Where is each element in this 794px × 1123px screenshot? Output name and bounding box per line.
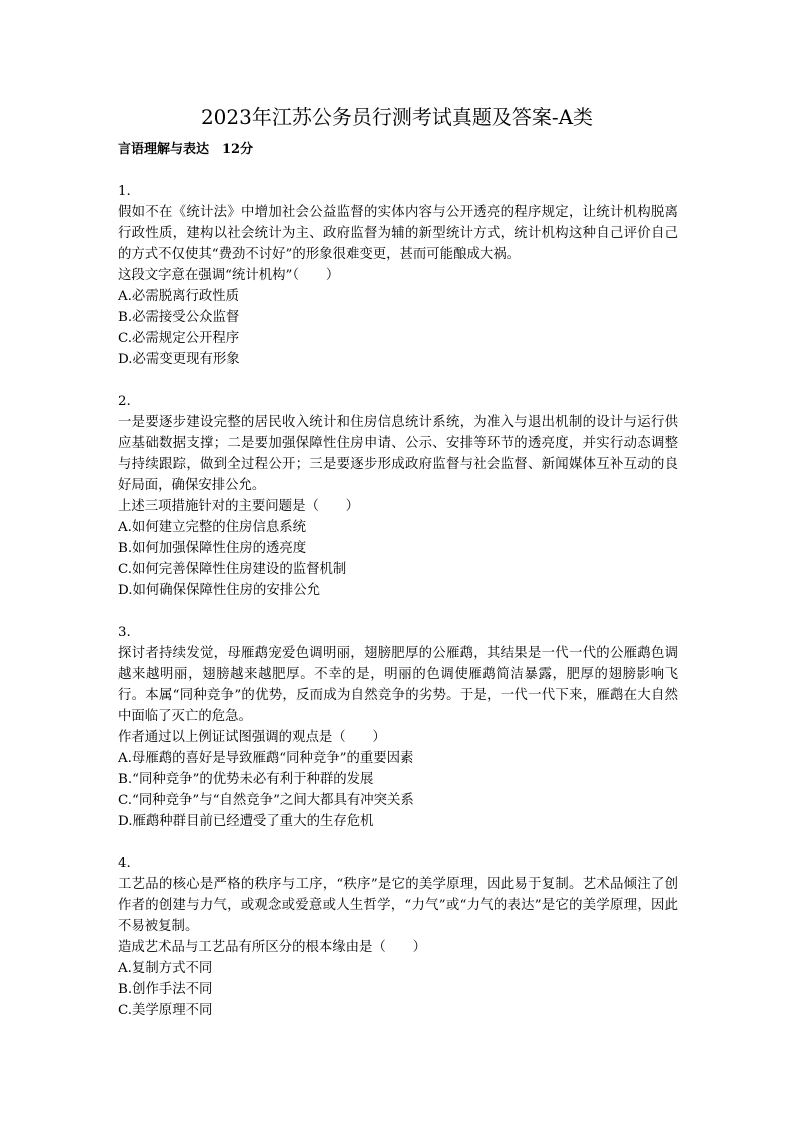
option-b: B.必需接受公众监督: [118, 310, 240, 325]
question-number: 2.: [118, 394, 131, 409]
question-stem: 上述三项措施针对的主要问题是（ ）: [118, 499, 360, 514]
question-stem: 这段文字意在强调“统计机构”（ ）: [118, 268, 340, 283]
option-c: C.如何完善保障性住房建设的监督机制: [118, 562, 347, 577]
question-stem: 造成艺术品与工艺品有所区分的根本缘由是（ ）: [118, 940, 426, 955]
question-1: [118, 181, 678, 370]
option-b: B.如何加强保障性住房的透亮度: [118, 541, 307, 556]
option-c: C.必需规定公开程序: [118, 331, 240, 346]
option-c: C.“同种竞争”与“自然竞争”之间大都具有冲突关系: [118, 793, 414, 808]
option-b: B.创作手法不同: [118, 982, 213, 997]
section-heading: 言语理解与表达 12分: [118, 142, 254, 157]
question-number: 4.: [118, 856, 131, 871]
option-a: A.如何建立完整的住房信息系统: [118, 520, 307, 535]
question-number: 3.: [118, 625, 131, 640]
question-list: [118, 181, 678, 1042]
option-a: A.母雁鹉的喜好是导致雁鹉“同种竞争”的重要因素: [118, 751, 414, 766]
question-4: [118, 853, 678, 1021]
document-title: 2023年江苏公务员行测考试真题及答案-A类: [200, 105, 594, 129]
option-b: B.“同种竞争”的优势未必有利于种群的发展: [118, 772, 374, 787]
option-d: D.必需变更现有形象: [118, 352, 240, 367]
question-passage: 一是要逐步建设完整的居民收入统计和住房信息统计系统，为准入与退出机制的设计与运行供应基础数据支撑；二是要加强保障性住房申请、公示、安排等环节的透亮度，并实行动态调整与持续跟踪，做到全过程公开；三是要逐步形成政府监督与社会监督、新闻媒体互补互动的良好局面，确保安排公允。: [118, 415, 678, 493]
option-d: D.如何确保保障性住房的安排公允: [118, 583, 320, 598]
question-passage: 假如不在《统计法》中增加社会公益监督的实体内容与公开透亮的程序规定，让统计机构脱离行政性质，建构以社会统计为主、政府监督为辅的新型统计方式，统计机构这种自己评价自己的方式不仅使其“费劲不讨好”的形象很难变更，甚而可能酿成大祸。: [118, 205, 678, 262]
question-2: [118, 391, 678, 601]
option-a: A.必需脱离行政性质: [118, 289, 240, 304]
option-a: A.复制方式不同: [118, 961, 213, 976]
question-passage: 探讨者持续发觉，母雁鹉宠爱色调明丽，翅膀肥厚的公雁鹉，其结果是一代一代的公雁鹉色调越来越明丽，翅膀越来越肥厚。不幸的是，明丽的色调使雁鹉简洁暴露，肥厚的翅膀影响飞行。本属“同种竞争”的优势，反而成为自然竞争的劣势。于是，一代一代下来，雁鹉在大自然中面临了灭亡的危急。: [118, 646, 678, 724]
question-stem: 作者通过以上例证试图强调的观点是（ ）: [118, 730, 386, 745]
question-3: [118, 622, 678, 832]
option-d: D.雁鹉种群目前已经遭受了重大的生存危机: [118, 814, 374, 829]
question-number: 1.: [118, 184, 131, 199]
option-c: C.美学原理不同: [118, 1003, 213, 1018]
question-passage: 工艺品的核心是严格的秩序与工序，“秩序”是它的美学原理，因此易于复制。艺术品倾注了创作者的创建与力气，或观念或爱意或人生哲学，“力气”或“力气的表达”是它的美学原理，因此不易被复制。: [118, 877, 678, 934]
